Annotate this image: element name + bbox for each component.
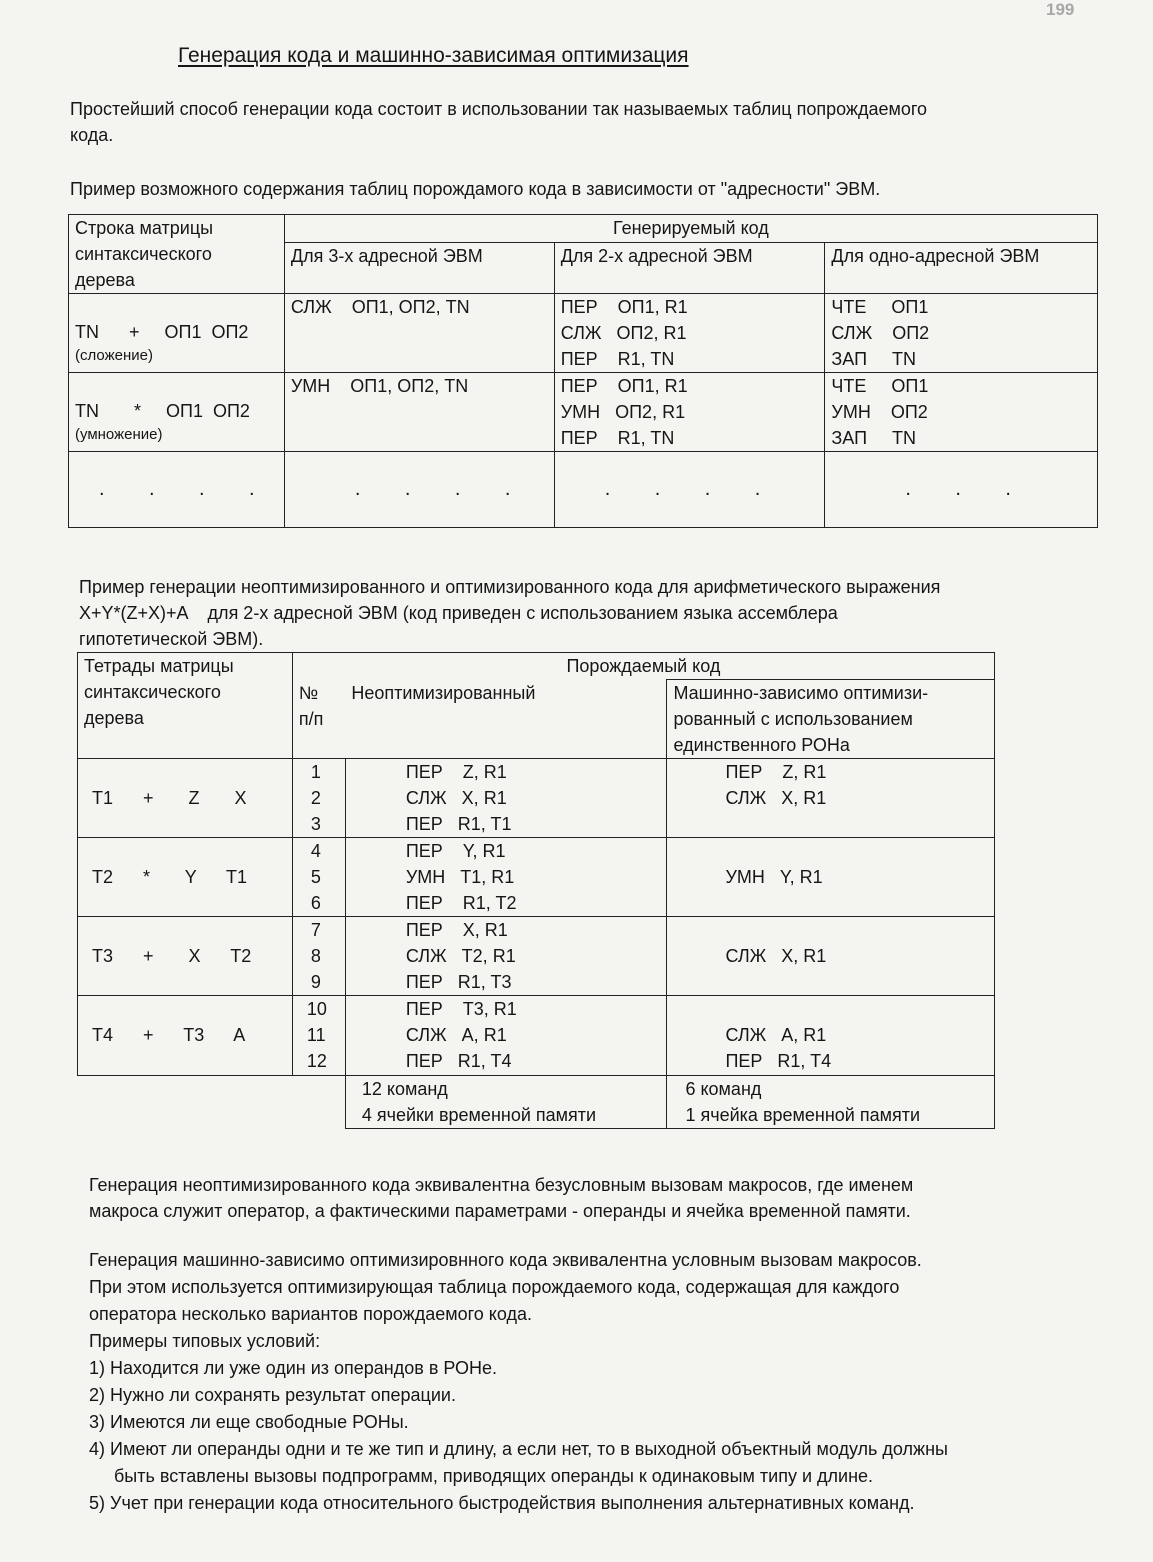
num-cell: 7 8 9 [292, 917, 345, 996]
code-1addr: ЧТЕ ОП1 СЛЖ ОП2 ЗАП TN [825, 294, 1098, 373]
table-row [78, 759, 995, 838]
intro-paragraph [70, 96, 927, 148]
code-2addr: ПЕР ОП1, R1 СЛЖ ОП2, R1 ПЕР R1, TN [554, 294, 825, 373]
header-tetrads: Тетрады матрицы синтаксического дерева [78, 653, 293, 759]
header-3addr: Для 3-х адресной ЭВМ [284, 242, 554, 293]
header-2addr: Для 2-х адресной ЭВМ [554, 242, 825, 293]
generated-code-table [68, 214, 1098, 528]
tetrad-cell: T4 + T3 A [78, 996, 293, 1076]
list-item: 2) Нужно ли сохранять результат операции. [89, 1385, 456, 1405]
examples-heading: Примеры типовых условий: [89, 1331, 321, 1351]
unopt-cell: ПЕР Y, R1 УМН T1, R1 ПЕР R1, T2 [345, 838, 667, 917]
intro-line: Простейший способ генерации кода состоит в использовании так называемых таблиц попрождаемого [70, 99, 928, 119]
table-row [69, 373, 1098, 452]
list-item: 5) Учет при генерации кода относительного быстродействия выполнения альтернативных команд. [89, 1493, 915, 1513]
intro-line: кода. [70, 125, 114, 145]
table-row [78, 917, 995, 996]
header-opt: Машинно-зависимо оптимизи- рованный с использованием единственного РОНа [667, 680, 995, 759]
table-row [78, 838, 995, 917]
dots-cell: . . . . [284, 452, 554, 528]
unopt-cell: ПЕР Z, R1 СЛЖ X, R1 ПЕР R1, T1 [345, 759, 667, 838]
code-1addr: ЧТЕ ОП1 УМН ОП2 ЗАП TN [825, 373, 1098, 452]
header-unopt: Неоптимизированный [345, 680, 667, 759]
header-generated-code: Генерируемый код [284, 215, 1097, 243]
list-item: 3) Имеются ли еще свободные РОНы. [89, 1412, 409, 1432]
summary-row [78, 1076, 995, 1129]
code-3addr: СЛЖ ОП1, ОП2, TN [284, 294, 554, 373]
example-heading: Пример возможного содержания таблиц порождамого кода в зависимости от "адресности" ЭВМ. [70, 179, 881, 199]
opt-cell: УМН Y, R1 [667, 838, 995, 917]
expr-cell: TN * ОП1 ОП2 (умножение) [69, 373, 285, 452]
num-cell: 4 5 6 [292, 838, 345, 917]
conclusion-paragraph-1: Генерация неоптимизированного кода эквивалентна безусловным вызовам макросов, где именем макроса служит оператор, а фактическими параметрами - операнды и ячейка временной памяти. [89, 1175, 914, 1221]
tetrad-cell: T1 + Z X [78, 759, 293, 838]
opt-cell: СЛЖ A, R1 ПЕР R1, T4 [667, 996, 995, 1076]
code-3addr: УМН ОП1, ОП2, TN [284, 373, 554, 452]
dots-cell: . . . . [69, 452, 285, 528]
conclusion-paragraph-2: Генерация машинно-зависимо оптимизировнного кода эквивалентна условным вызовам макросов. При этом используется оптимизирующая таблица порождаемого кода, содержащая для каждого оператора несколько вариантов порождаемого кода. Примеры типовых условий: 1) Находится ли уже один из операндов в РОНе. 2) Нужно ли сохранять результат операции. 3) Имеются ли еще свободные РОНы. 4) Имеют ли операнды одни и те же тип и длину, а если нет, то в выходной объектный модуль должны быть вставлены вызовы подпрограмм, приводящих операнды к одинаковым типу и длине. 5) Учет при генерации кода относительного быстродействия выполнения альтернативных команд. [89, 1247, 948, 1517]
example2-paragraph: Пример генерации неоптимизированного и оптимизированного кода для арифметического выражения X+Y*(Z+X)+A для 2-х адресной ЭВМ (код приведен с использованием языка ассемблера гипотетической ЭВМ). [79, 577, 941, 649]
tetrad-cell: T2 * Y T1 [78, 838, 293, 917]
table-row [69, 294, 1098, 373]
unopt-cell: ПЕР X, R1 СЛЖ T2, R1 ПЕР R1, T3 [345, 917, 667, 996]
num-cell: 10 11 12 [292, 996, 345, 1076]
tetrad-cell: T3 + X T2 [78, 917, 293, 996]
dots-cell: . . . [825, 452, 1098, 528]
header-num: № п/п [292, 680, 345, 759]
opt-cell: СЛЖ X, R1 [667, 917, 995, 996]
optimization-table [77, 652, 995, 1129]
code-2addr: ПЕР ОП1, R1 УМН ОП2, R1 ПЕР R1, TN [554, 373, 825, 452]
table-row [78, 996, 995, 1076]
list-item: 1) Находится ли уже один из операндов в РОНе. [89, 1358, 498, 1378]
header-generated: Порождаемый код [292, 653, 994, 680]
num-cell: 1 2 3 [292, 759, 345, 838]
page-number: 199 [1046, 0, 1075, 19]
header-matrix-row: Строка матрицы синтаксического дерева [69, 215, 285, 294]
dots-cell: . . . . [554, 452, 825, 528]
summary-unopt: 12 команд 4 ячейки временной памяти [345, 1076, 667, 1129]
header-1addr: Для одно-адресной ЭВМ [825, 242, 1098, 293]
unopt-cell: ПЕР T3, R1 СЛЖ A, R1 ПЕР R1, T4 [345, 996, 667, 1076]
page-title: Генерация кода и машинно-зависимая оптимизация [178, 44, 689, 67]
expr-cell: TN + ОП1 ОП2 (сложение) [69, 294, 285, 373]
ellipsis-row [69, 452, 1098, 528]
summary-opt: 6 команд 1 ячейка временной памяти [667, 1076, 995, 1129]
list-item-continuation: быть вставлены вызовы подпрограмм, приводящих операнды к одинаковым типу и длине. [114, 1466, 874, 1486]
opt-cell: ПЕР Z, R1 СЛЖ X, R1 [667, 759, 995, 838]
list-item: 4) Имеют ли операнды одни и те же тип и длину, а если нет, то в выходной объектный модуль должны [89, 1439, 948, 1459]
